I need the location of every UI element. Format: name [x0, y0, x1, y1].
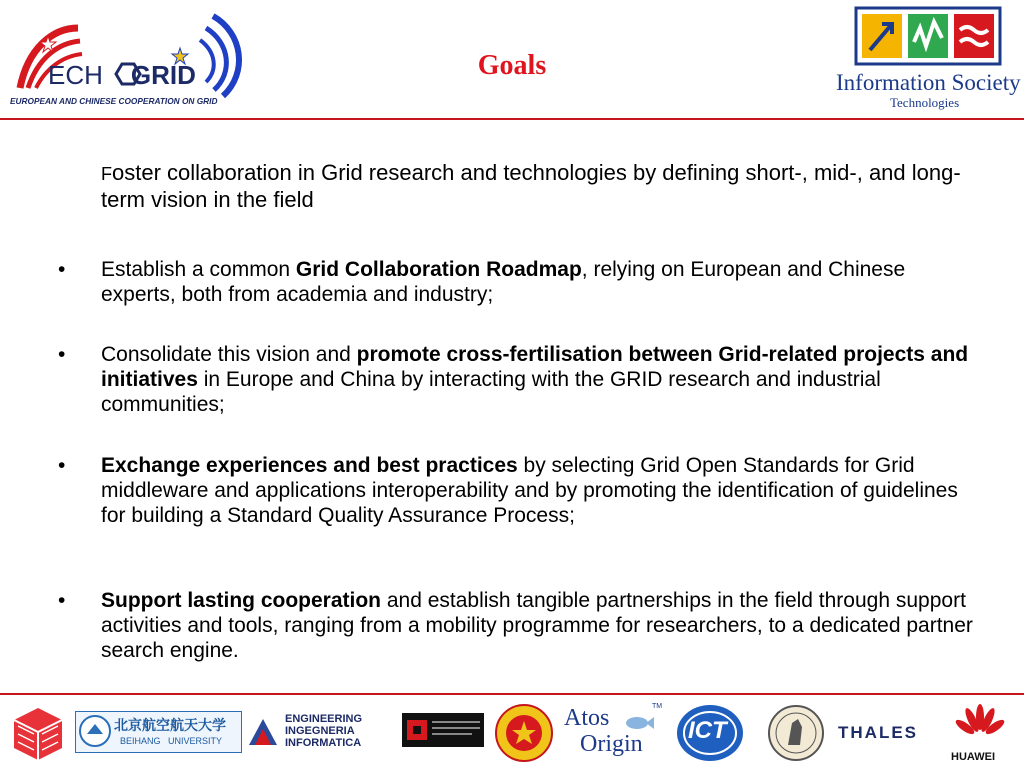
bullet-text-normal: Establish a common: [101, 258, 296, 281]
thales-logo-text: THALES: [838, 723, 918, 742]
bullet-text-bold: Grid Collaboration Roadmap: [295, 258, 582, 281]
bullet-text-normal: by selecting Grid Open Standards for Grid middleware and applications interoperability and by promoting the identification of guidelines for building a Standard Quality Assurance Process;: [101, 454, 958, 527]
beihang-logo: [75, 711, 242, 753]
slide-header: [0, 0, 1024, 118]
bullet-marker: •: [58, 258, 66, 281]
huawei-logo-text: HUAWEI: [951, 751, 995, 763]
echogrid-tagline: EUROPEAN AND CHINESE COOPERATION ON GRID: [10, 96, 218, 106]
ict-logo-text: ICT: [688, 717, 727, 744]
cnic-emblem-icon: [405, 718, 429, 742]
bullet-text: [101, 342, 981, 417]
bullet-text-normal: in Europe and China by interacting with the GRID research and industrial communities;: [101, 368, 881, 416]
cnic-logo: [402, 713, 484, 747]
slide-title: Goals: [477, 50, 547, 81]
engineering-emblem-icon: [245, 715, 281, 749]
partner-logos-footer: [0, 697, 1024, 768]
echogrid-wordmark: ECH GRID: [48, 60, 196, 90]
bullet-marker: •: [58, 589, 66, 612]
bullet-marker: •: [58, 343, 66, 366]
engineering-logo: [245, 711, 385, 751]
bullet-text: [101, 257, 981, 307]
bullet-text-bold: promote cross-fertilisation between Grid-related projects and initiatives: [101, 343, 969, 391]
university-seal-icon: [494, 703, 554, 763]
bullet-text-normal: Consolidate this vision and: [101, 343, 357, 366]
ist-logo-text: Information Society: [836, 70, 1021, 95]
atos-trademark: TM: [652, 703, 663, 710]
coin-seal-icon: [767, 703, 825, 763]
bullet-text-bold: Support lasting cooperation: [101, 589, 382, 612]
bullet-text-normal: and establish tangible partnerships in the field through support activities and tools, ranging from a mobility programme for researchers, to a dedicated partner search engine.: [101, 589, 973, 662]
atos-line1: Atos: [564, 705, 610, 731]
header-divider: [0, 118, 1024, 120]
engineering-line2: INGEGNERIA: [285, 725, 355, 737]
huawei-petals-icon: [952, 703, 1008, 747]
ist-logo: [830, 4, 1020, 112]
bullet-text: [101, 588, 981, 663]
bullet-text-normal: , relying on European and Chinese experts, both from academia and industry;: [101, 258, 906, 306]
bullet-marker: •: [58, 454, 66, 477]
beihang-en-name: BEIHANG UNIVERSITY: [120, 736, 223, 746]
intro-first-letter: F: [101, 164, 112, 184]
intro-paragraph: [101, 160, 981, 212]
ist-logo-subtext: Technologies: [890, 95, 960, 110]
bullet-text-bold: Exchange experiences and best practices: [101, 454, 518, 477]
intro-text: oster collaboration in Grid research and technologies by defining short-, mid-, and long-term vision in the field: [101, 160, 961, 212]
beihang-emblem-icon: [78, 714, 112, 748]
cube-logo-icon: [8, 704, 68, 762]
bullet-text: [101, 453, 981, 528]
beihang-cn-name: 北京航空航天大学: [114, 718, 226, 734]
footer-divider: [0, 693, 1024, 695]
atos-fish-icon: [624, 713, 654, 733]
atos-line2: Origin: [580, 731, 643, 757]
ist-emblem-icon: [830, 4, 1020, 70]
atos-origin-logo: [562, 703, 667, 763]
engineering-line1: ENGINEERING: [285, 713, 363, 725]
engineering-line3: INFORMATICA: [285, 737, 362, 749]
